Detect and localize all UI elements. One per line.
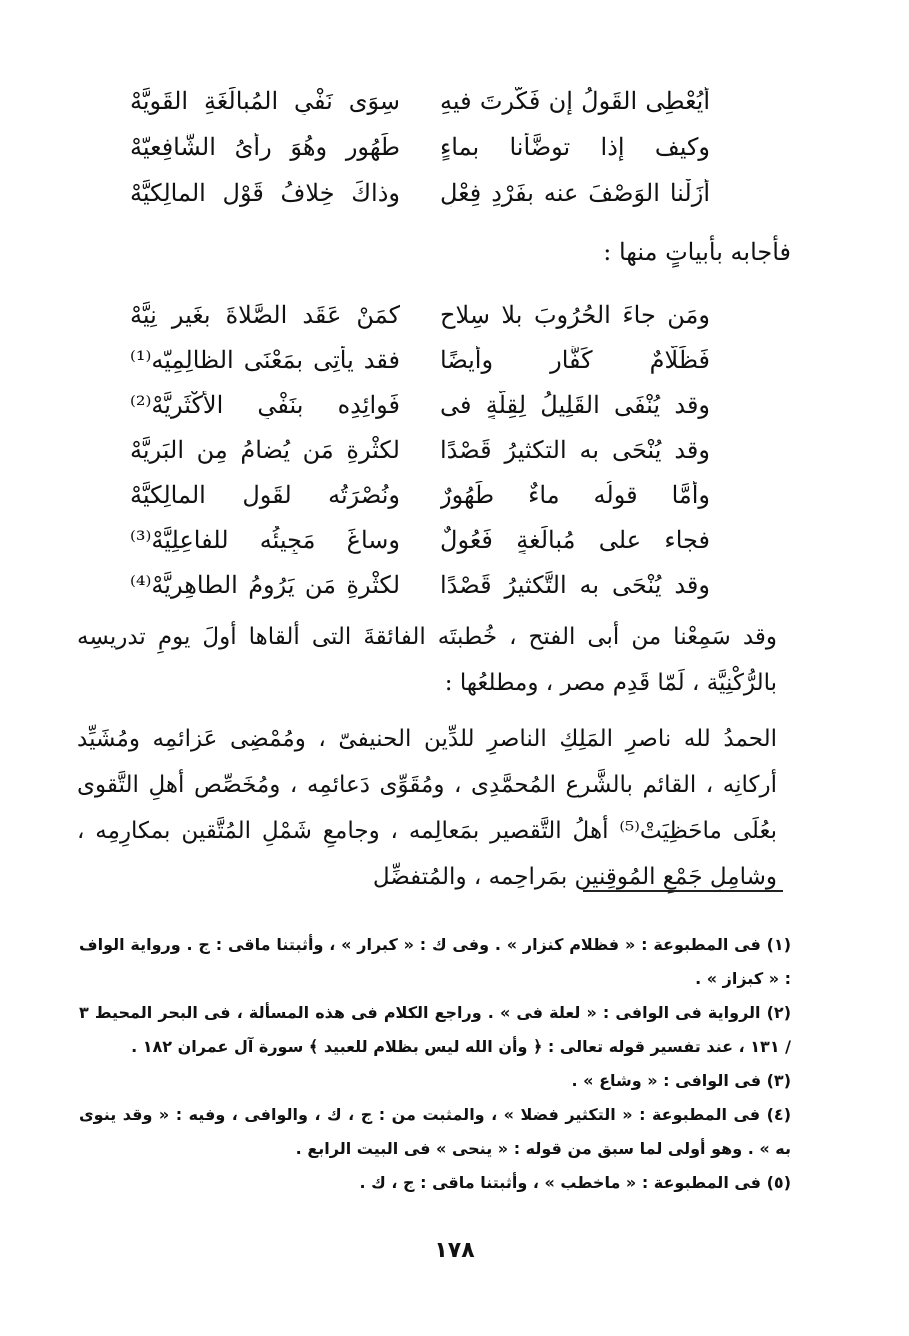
first-hemistich: ومَن جاءَ الحُرُوبَ بلا سِلاحٍ [440,300,710,329]
second-hemistich: فقد يأتِى بمَعْنَى الظالِمِيّه⁽¹⁾ [130,345,400,374]
footnote: (٣) فى الوافى : « وشاع » . [571,1071,791,1090]
verse-line [130,427,710,472]
poem-block-one [130,78,710,216]
first-hemistich: وقد يُنْحَى به التَّكثيرُ قَصْدًا [440,570,710,599]
footnote: (١) فى المطبوعة : « فظلام كنزار » . وفى ك : « كبرار » ، وأثبتنا ماقى : ج . ورواية الواف : « كبزاز » . [79,935,791,988]
second-hemistich: كمَنْ عَقَد الصَّلاةَ بغَيرِ نِيَّهْ [130,300,400,329]
second-hemistich: وذاكَ خِلافُ قَوْلِ المالِكيَّهْ [130,179,400,207]
footnote: (٤) فى المطبوعة : « التكثير فضلا » ، والمثبت من : ج ، ك ، والوافى ، وفيه : « وقد ينوى به » . وهو أولى لما سبق من قوله : « ينحى » فى البيت الرابع . [79,1105,791,1158]
verse-line [130,78,710,124]
second-hemistich: وساغَ مَجِيئُه للفاعِلِيَّهْ⁽³⁾ [130,525,400,554]
verse-line [130,517,710,562]
first-hemistich: فجاء على مُبالَغةٍ فَعُولٌ [440,525,710,554]
second-hemistich: سِوَى نَفْىِ المُبالَغَةِ القَوِيَّهْ [130,87,400,115]
second-hemistich: طَهُورٍ وهُوَ رأْىُ الشَّافِعيّهْ [130,133,400,161]
second-hemistich: فَوائِدِه بنَفْىِ الأَكْثَرِيَّهْ⁽²⁾ [130,390,400,419]
footnote: (٢) الرواية فى الوافى : « لعلة فى » . وراجع الكلام فى هذه المسألة ، فى البحر المحيط ٣ / ١٣١ ، عند تفسير قوله تعالى : ﴿ وأن الله ليس بظلام للعبيد ﴾ سورة آل عمران ١٨٢ . [79,1003,791,1056]
second-hemistich: لكثْرةِ مَن يَرُومُ الطاهِرِيَّهْ⁽⁴⁾ [130,570,400,599]
footnote: (٥) فى المطبوعة : « ماخطب » ، وأثبتنا ماقى : ج ، ك . [359,1173,791,1192]
first-hemistich: وقد يُنْحَى به التكثيرُ قَصْدًا [440,435,710,464]
first-hemistich: أَيُعْطِى القَولُ إن فَكَّرتَ فيهِ [440,87,710,115]
verse-line [130,124,710,170]
first-hemistich: وكيف إذا توضَّأْنا بماءٍ [440,133,710,161]
footnotes [79,928,791,1200]
prose-paragraph-one: وقد سَمِعْنا من أبى الفتح ، خُطبتَه الفائقةَ التى ألقاها أولَ يومِ تدريسِه بالرُّكْنِيَّة ، لَمّا قَدِم مصر ، ومطلعُها : [77,624,777,696]
verse-line [130,382,710,427]
verse-line [130,292,710,337]
verse-line [130,170,710,216]
first-hemistich: وأمَّا قولُه ماءٌ طَهُورٌ [440,480,710,509]
verse-intro-line: فأجابه بأبياتٍ منها : [603,238,791,266]
verse-line [130,472,710,517]
verse-line [130,337,710,382]
verse-line [130,562,710,607]
footnote-separator [583,890,783,892]
first-hemistich: فَظَلّامٌ كَفَّارٍ وأيضًا [440,345,710,374]
poem-block-two [130,292,710,607]
first-hemistich: أَزَلْنا الوَصْفَ عنه بفَرْدِ فِعْلٍ [440,179,710,207]
prose-paragraph-two: الحمدُ لله ناصرِ المَلِكِ الناصرِ للدِّين الحنيفىّ ، ومُمْضِى عَزائمِه ومُشَيِّد أركانِه ، القائم بالشَّرع المُحمَّدِى ، ومُقَوِّى دَعائمِه ، ومُخَصِّص أهلِ التَّقوى بعُلَى ماحَظِيَتْ⁽⁵⁾ أهلُ التَّقصير بمَعالِمه ، وجامعِ شَمْلِ المُتَّقين بمكارِمِه ، وشامِلِ جَمْعِ المُوقِنين بمَراحِمه ، والمُتفضِّل [77,726,778,890]
second-hemistich: ونُصْرَتُه لقَولِ المالِكيَّهْ [130,480,400,509]
page-number: ١٧٨ [434,1238,475,1263]
second-hemistich: لكثْرةِ مَن يُضامُ مِن البَرِيَّهْ [130,435,400,464]
first-hemistich: وقد يُنْفَى القَلِيلُ لِقِلَّةٍ فى [440,390,710,419]
